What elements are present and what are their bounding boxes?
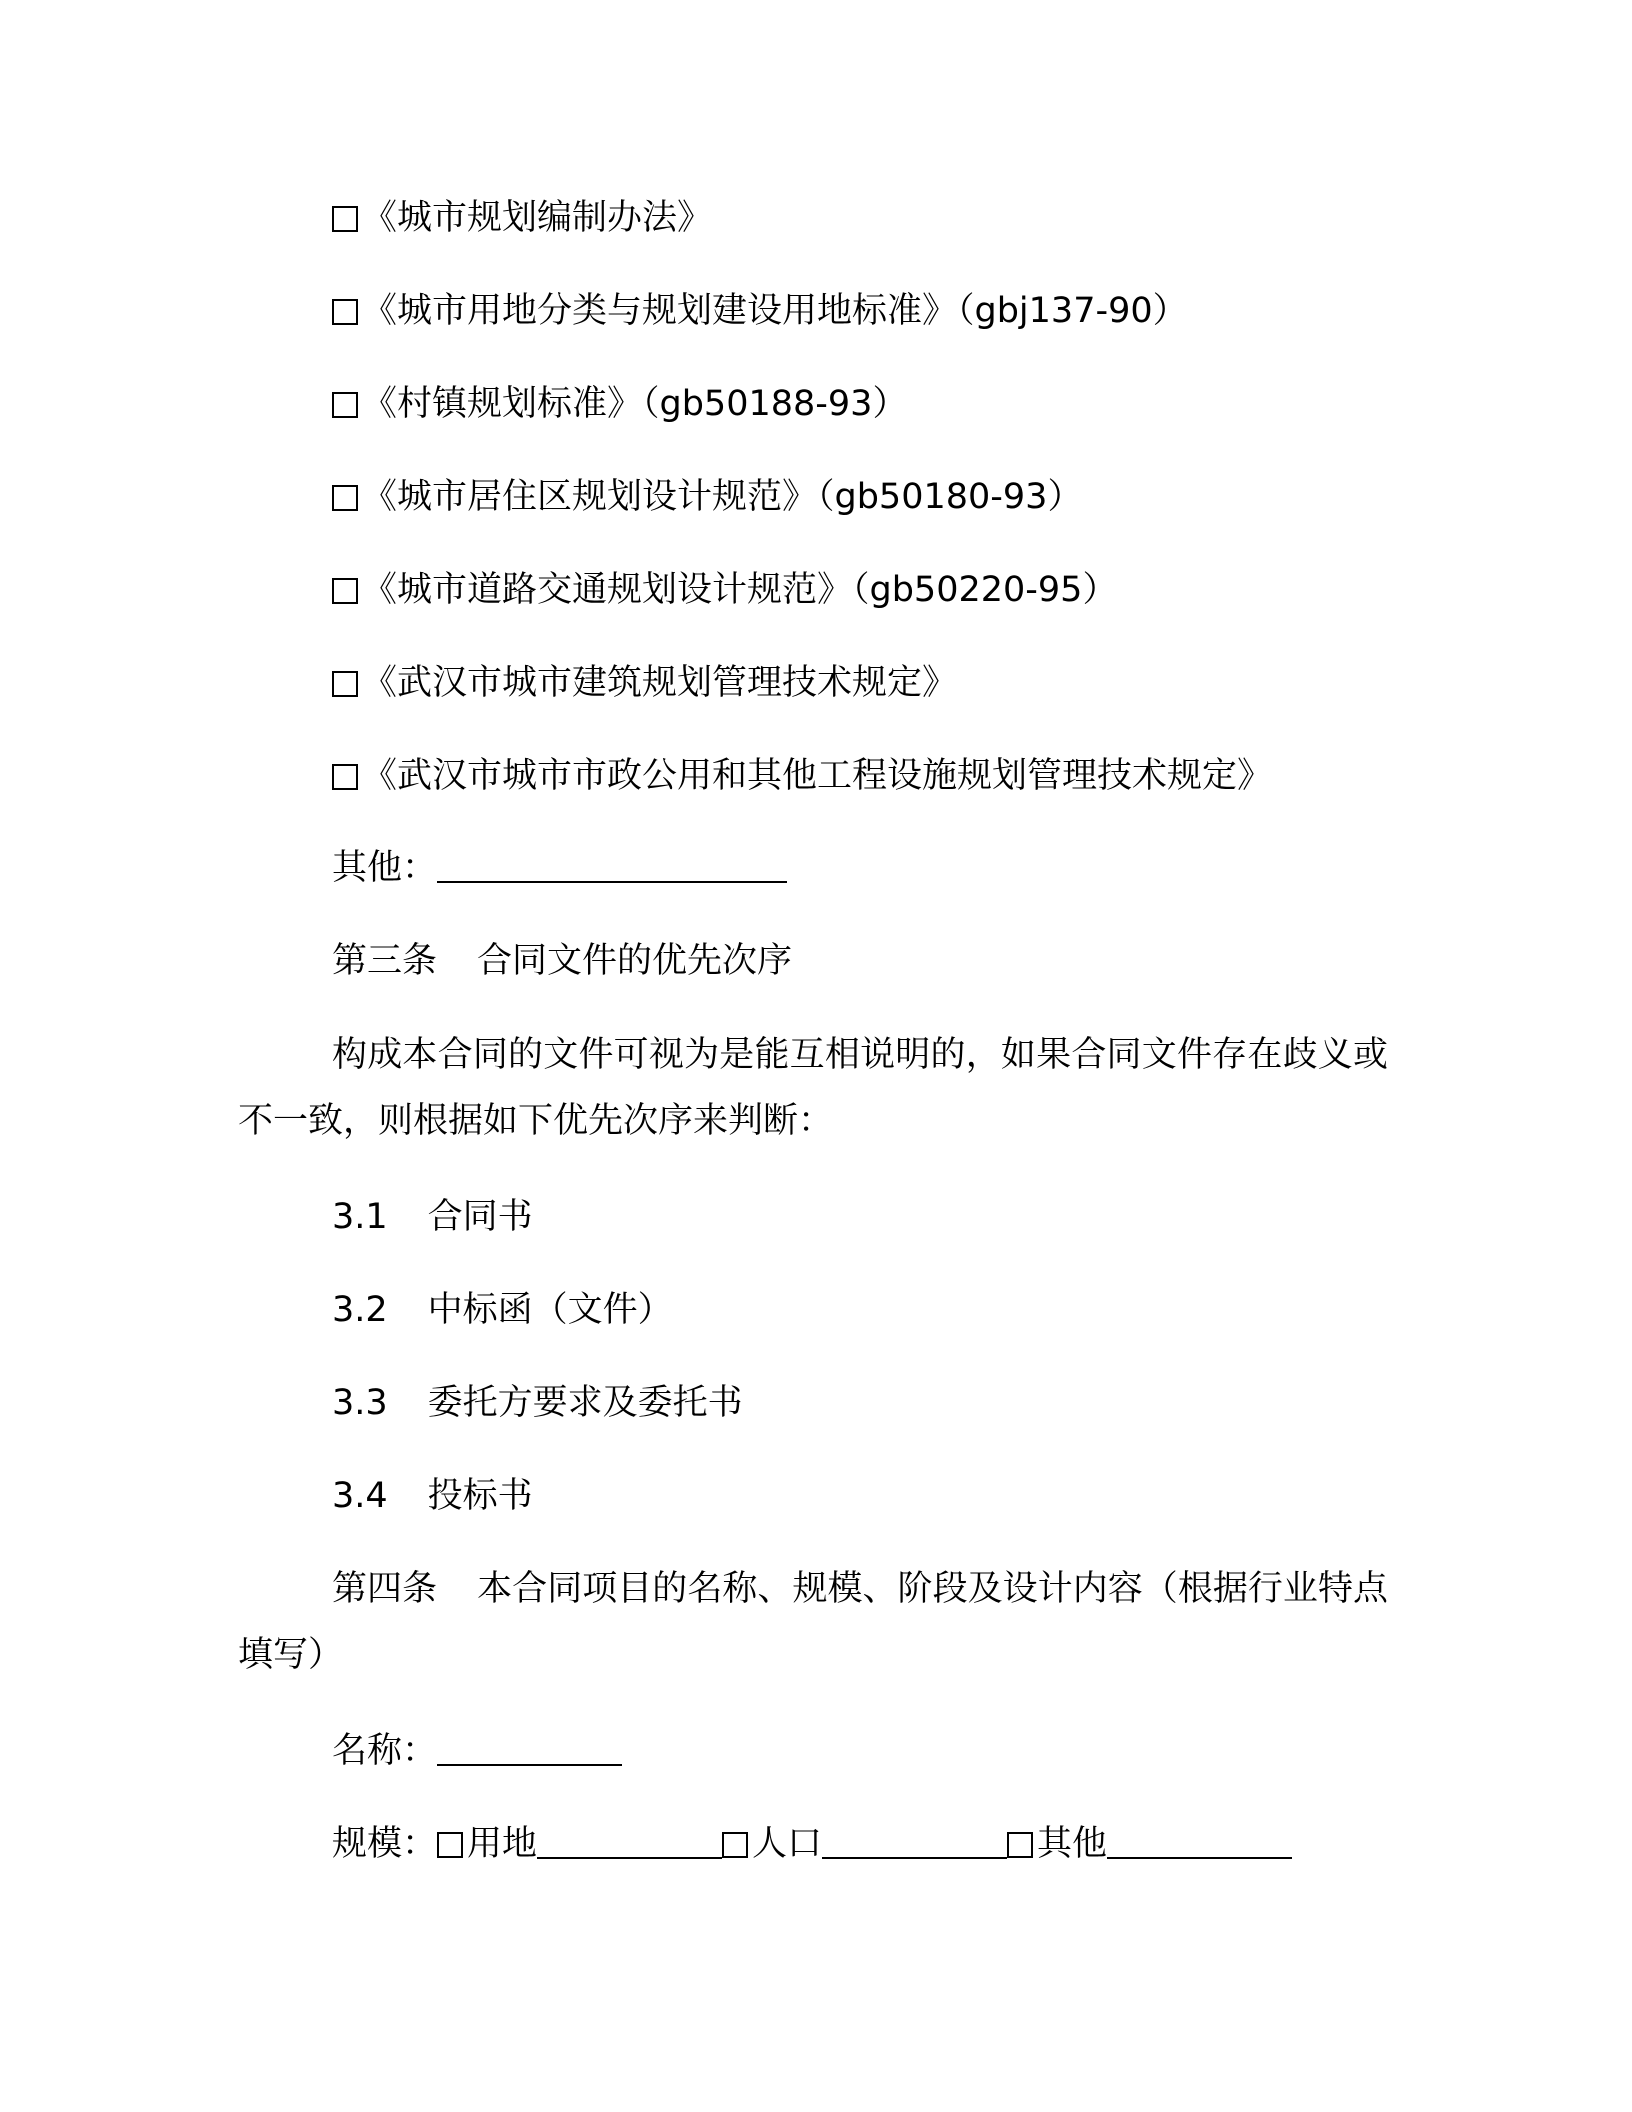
name-blank-field[interactable] — [437, 1728, 622, 1766]
checkbox[interactable] — [332, 764, 358, 790]
article3-body: 构成本合同的文件可视为是能互相说明的，如果合同文件存在歧义或不一致，则根据如下优先次序来判断： — [238, 1035, 1388, 1141]
standard-item — [332, 286, 1188, 336]
standard-item — [332, 193, 712, 243]
priority-item — [332, 1378, 743, 1428]
checkbox[interactable] — [332, 485, 358, 511]
standard-text: 《武汉市城市市政公用和其他工程设施规划管理技术规定》 — [362, 756, 1273, 796]
article3-heading — [332, 936, 792, 986]
priority-item — [332, 1285, 673, 1335]
standard-text: 《城市规划编制办法》 — [362, 198, 713, 238]
scale-option: 用地 — [467, 1824, 538, 1864]
name-label: 名称： — [332, 1731, 438, 1771]
scale-label: 规模： — [332, 1824, 438, 1864]
standard-item — [332, 565, 1117, 615]
standard-text: 《城市道路交通规划设计规范》（gb50220-95） — [362, 570, 1118, 610]
name-row — [332, 1726, 622, 1776]
checkbox[interactable] — [332, 671, 358, 697]
article4-heading — [238, 1556, 1388, 1688]
scale-option: 人口 — [752, 1824, 823, 1864]
other-label: 其他： — [332, 848, 438, 888]
priority-text: 投标书 — [427, 1476, 533, 1516]
standard-text: 《城市居住区规划设计规范》（gb50180-93） — [362, 477, 1083, 517]
priority-number: 3.4 — [332, 1476, 388, 1516]
scale-population-blank-field[interactable] — [822, 1821, 1007, 1859]
article4-number: 第四条 — [332, 1569, 438, 1609]
priority-number: 3.1 — [332, 1197, 388, 1237]
scale-option: 其他 — [1037, 1824, 1108, 1864]
article3-title: 合同文件的优先次序 — [477, 941, 793, 981]
checkbox[interactable] — [332, 392, 358, 418]
standard-item — [332, 379, 907, 429]
priority-number: 3.2 — [332, 1290, 388, 1330]
scale-land-blank-field[interactable] — [537, 1821, 722, 1859]
priority-number: 3.3 — [332, 1383, 388, 1423]
standard-item — [332, 751, 1272, 801]
article4-title: 本合同项目的名称、规模、阶段及设计内容（根据行业特点填写） — [238, 1569, 1388, 1675]
priority-text: 合同书 — [427, 1197, 533, 1237]
standard-text: 《村镇规划标准》（gb50188-93） — [362, 384, 908, 424]
standard-text: 《城市用地分类与规划建设用地标准》（gbj137-90） — [362, 291, 1188, 331]
scale-row — [332, 1819, 1292, 1869]
standard-item — [332, 472, 1082, 522]
priority-text: 委托方要求及委托书 — [427, 1383, 743, 1423]
priority-text: 中标函（文件） — [427, 1290, 673, 1330]
scale-other-blank-field[interactable] — [1107, 1821, 1292, 1859]
checkbox[interactable] — [1007, 1832, 1033, 1858]
checkbox[interactable] — [437, 1832, 463, 1858]
other-row — [332, 843, 787, 893]
standard-text: 《武汉市城市建筑规划管理技术规定》 — [362, 663, 958, 703]
checkbox[interactable] — [332, 299, 358, 325]
other-blank-field[interactable] — [437, 845, 787, 883]
priority-item — [332, 1192, 533, 1242]
checkbox[interactable] — [332, 206, 358, 232]
article3-number: 第三条 — [332, 941, 438, 981]
standard-item — [332, 658, 957, 708]
checkbox[interactable] — [722, 1832, 748, 1858]
checkbox[interactable] — [332, 578, 358, 604]
priority-item — [332, 1471, 533, 1521]
